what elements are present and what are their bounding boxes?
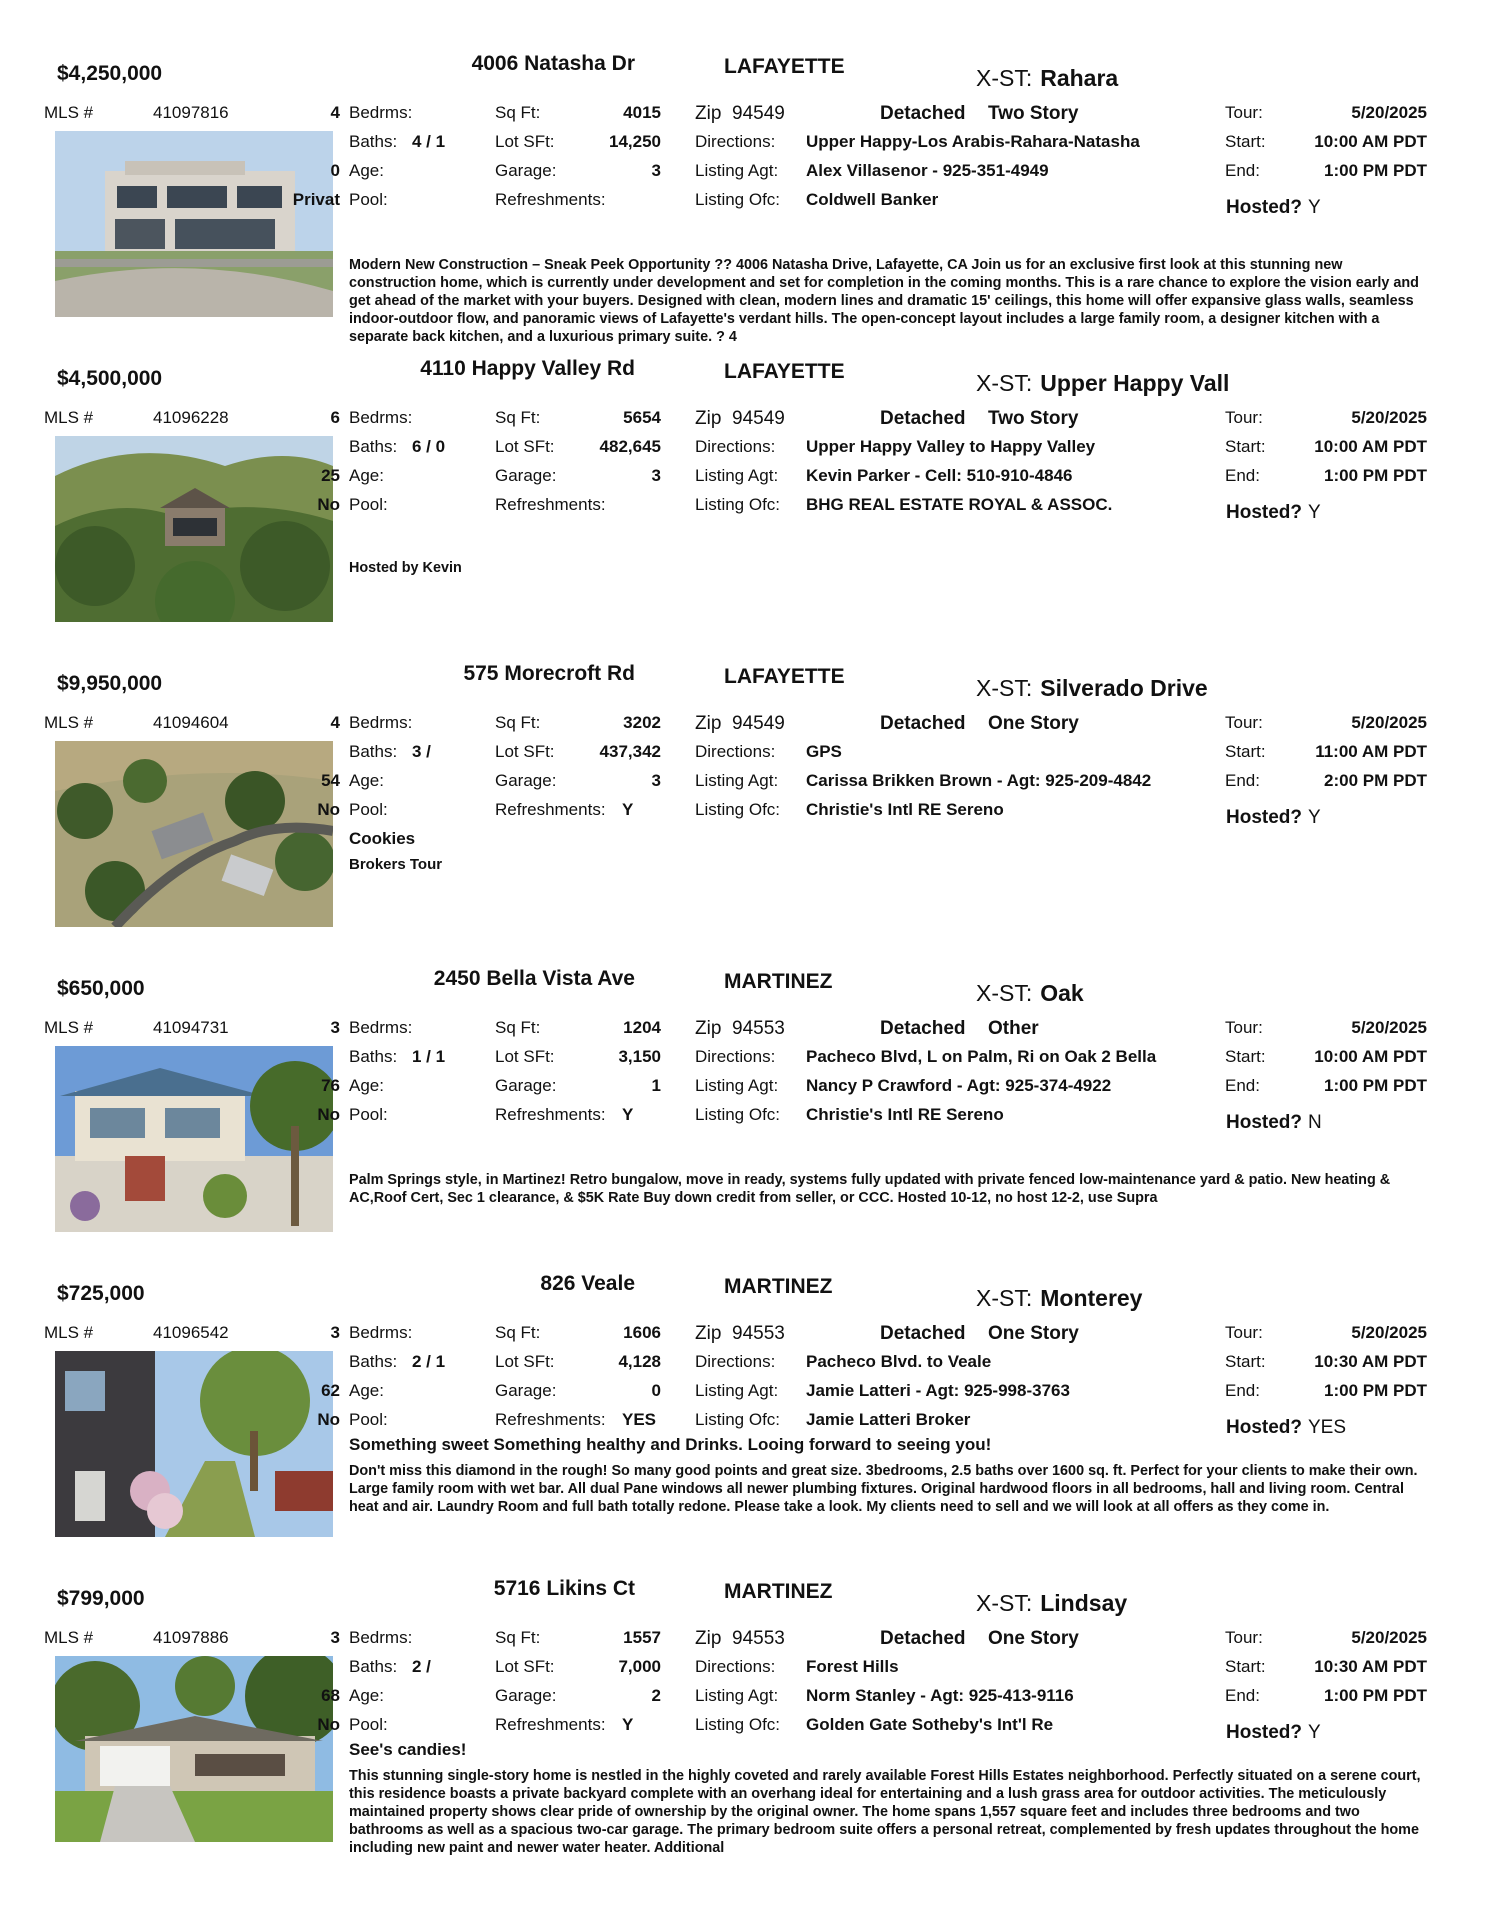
- listing-agent-value: Kevin Parker - Cell: 510-910-4846: [806, 466, 1073, 485]
- listing-agent-label: Listing Agt:: [695, 161, 779, 180]
- listing-agent-value: Norm Stanley - Agt: 925-413-9116: [806, 1686, 1074, 1705]
- bedrooms-label: Bedrms:: [349, 103, 413, 122]
- lot-sqft-label: Lot SFt:: [495, 437, 555, 456]
- hosted-label: Hosted?: [1226, 807, 1302, 828]
- hosted-value: N: [1308, 1112, 1322, 1133]
- pool-value: Privat: [292, 190, 340, 209]
- sqft-label: Sq Ft:: [495, 103, 541, 122]
- refreshments-value: Y: [622, 800, 634, 819]
- end-label: End:: [1225, 161, 1260, 180]
- mls-label: MLS #: [44, 1018, 94, 1037]
- start-time: 10:00 AM PDT: [1314, 1047, 1427, 1066]
- listing-price: $799,000: [57, 1587, 145, 1610]
- lot-sqft-label: Lot SFt:: [495, 742, 555, 761]
- garage-label: Garage:: [495, 161, 557, 180]
- refreshments-label: Refreshments:: [495, 1410, 606, 1429]
- listing-card: [0, 1272, 1487, 1577]
- cross-street: [976, 65, 1118, 92]
- bedrooms-label: Bedrms:: [349, 1018, 413, 1037]
- listing-price: $9,950,000: [57, 672, 163, 695]
- refreshment-note: Something sweet Something healthy and Drinks. Looing forward to seeing you!: [349, 1435, 992, 1454]
- bedrooms-value: 3: [330, 1628, 340, 1647]
- cross-street-label: X-ST:: [976, 370, 1033, 396]
- zip-value: 94553: [732, 1018, 785, 1039]
- baths-value: 6 / 0: [412, 437, 446, 456]
- garage-value: 1: [651, 1076, 661, 1095]
- baths-value: 2 / 1: [412, 1352, 446, 1371]
- listing-price: $725,000: [57, 1282, 145, 1305]
- sqft-label: Sq Ft:: [495, 408, 541, 427]
- end-label: End:: [1225, 771, 1260, 790]
- cross-street-value: Silverado Drive: [1040, 675, 1208, 701]
- start-label: Start:: [1225, 742, 1266, 761]
- listing-address: 826 Veale: [540, 1272, 635, 1295]
- mls-number: 41096228: [153, 408, 229, 427]
- refreshments-label: Refreshments:: [495, 1105, 606, 1124]
- property-type: Detached: [880, 713, 966, 734]
- listing-agent-label: Listing Agt:: [695, 1076, 779, 1095]
- pool-value: No: [317, 800, 340, 819]
- property-style: One Story: [988, 713, 1079, 734]
- end-time: 1:00 PM PDT: [1324, 1686, 1427, 1705]
- end-time: 1:00 PM PDT: [1324, 161, 1427, 180]
- lot-sqft-value: 3,150: [618, 1047, 661, 1066]
- tour-label: Tour:: [1225, 1323, 1263, 1342]
- end-label: End:: [1225, 1076, 1260, 1095]
- bungalow-photo[interactable]: [55, 1046, 333, 1232]
- age-label: Age:: [349, 466, 384, 485]
- bedrooms-value: 3: [330, 1018, 340, 1037]
- start-label: Start:: [1225, 1047, 1266, 1066]
- listing-office-label: Listing Ofc:: [695, 1105, 781, 1124]
- refreshment-note: See's candies!: [349, 1740, 467, 1759]
- zip-label: Zip: [695, 1628, 722, 1649]
- sqft-label: Sq Ft:: [495, 1018, 541, 1037]
- bedrooms-value: 6: [330, 408, 340, 427]
- baths-value: 1 / 1: [412, 1047, 446, 1066]
- cross-street-label: X-ST:: [976, 980, 1033, 1006]
- directions-value: GPS: [806, 742, 842, 761]
- mls-number: 41097816: [153, 103, 229, 122]
- age-label: Age:: [349, 1381, 384, 1400]
- mls-label: MLS #: [44, 408, 94, 427]
- refreshments-value: Y: [622, 1715, 634, 1734]
- listing-agent-label: Listing Agt:: [695, 1686, 779, 1705]
- hosted: [1226, 1722, 1321, 1744]
- end-label: End:: [1225, 1686, 1260, 1705]
- garage-label: Garage:: [495, 466, 557, 485]
- listing-agent-value: Jamie Latteri - Agt: 925-998-3763: [806, 1381, 1070, 1400]
- bedrooms-value: 4: [330, 103, 340, 122]
- age-label: Age:: [349, 1686, 384, 1705]
- cross-street-value: Rahara: [1040, 65, 1119, 91]
- listing-card: [0, 967, 1487, 1272]
- baths-value: 3 /: [412, 742, 431, 761]
- hosted-value: Y: [1308, 1722, 1321, 1743]
- sqft-label: Sq Ft:: [495, 1628, 541, 1647]
- lot-sqft-value: 4,128: [618, 1352, 661, 1371]
- directions-label: Directions:: [695, 742, 776, 761]
- cross-street: [976, 1590, 1127, 1617]
- lot-sqft-label: Lot SFt:: [495, 132, 555, 151]
- directions-value: Upper Happy Valley to Happy Valley: [806, 437, 1096, 456]
- directions-value: Pacheco Blvd. to Veale: [806, 1352, 992, 1371]
- age-label: Age:: [349, 161, 384, 180]
- tour-note: Brokers Tour: [349, 856, 443, 873]
- property-style: Two Story: [988, 408, 1079, 429]
- listing-agent-value: Alex Villasenor - 925-351-4949: [806, 161, 1049, 180]
- baths-label: Baths:: [349, 1352, 398, 1371]
- lot-sqft-value: 7,000: [618, 1657, 661, 1676]
- lot-sqft-value: 437,342: [599, 742, 661, 761]
- zip-label: Zip: [695, 1018, 722, 1039]
- bedrooms-label: Bedrms:: [349, 1323, 413, 1342]
- cross-street-value: Oak: [1040, 980, 1084, 1006]
- tour-date: 5/20/2025: [1351, 1018, 1427, 1037]
- listing-office-label: Listing Ofc:: [695, 190, 781, 209]
- listing-address: 4110 Happy Valley Rd: [420, 357, 635, 380]
- tour-label: Tour:: [1225, 713, 1263, 732]
- listing-card: [0, 357, 1487, 662]
- lot-sqft-value: 14,250: [609, 132, 661, 151]
- garage-value: 3: [651, 161, 661, 180]
- refreshments-label: Refreshments:: [495, 190, 606, 209]
- start-time: 10:00 AM PDT: [1314, 132, 1427, 151]
- listing-card: [0, 662, 1487, 967]
- baths-label: Baths:: [349, 132, 398, 151]
- end-time: 2:00 PM PDT: [1324, 771, 1427, 790]
- directions-value: Forest Hills: [806, 1657, 899, 1676]
- listing-address: 5716 Likins Ct: [493, 1577, 635, 1600]
- hosted: [1226, 1112, 1322, 1134]
- mls-number: 41096542: [153, 1323, 229, 1342]
- tour-date: 5/20/2025: [1351, 1323, 1427, 1342]
- baths-label: Baths:: [349, 1047, 398, 1066]
- start-time: 10:30 AM PDT: [1314, 1657, 1427, 1676]
- listing-price: $650,000: [57, 977, 145, 1000]
- end-label: End:: [1225, 466, 1260, 485]
- end-label: End:: [1225, 1381, 1260, 1400]
- tour-label: Tour:: [1225, 408, 1263, 427]
- pool-value: No: [317, 1410, 340, 1429]
- directions-label: Directions:: [695, 1352, 776, 1371]
- zip-label: Zip: [695, 103, 722, 124]
- hosted-label: Hosted?: [1226, 197, 1302, 218]
- listing-agent-label: Listing Agt:: [695, 466, 779, 485]
- directions-value: Pacheco Blvd, L on Palm, Ri on Oak 2 Bella: [806, 1047, 1157, 1066]
- cross-street-label: X-ST:: [976, 675, 1033, 701]
- zip-value: 94553: [732, 1323, 785, 1344]
- listing-office-label: Listing Ofc:: [695, 1715, 781, 1734]
- zip-value: 94553: [732, 1628, 785, 1649]
- age-value: 25: [321, 466, 340, 485]
- baths-value: 2 /: [412, 1657, 431, 1676]
- cross-street-label: X-ST:: [976, 1590, 1033, 1616]
- lot-sqft-value: 482,645: [599, 437, 661, 456]
- sqft-value: 1606: [623, 1323, 661, 1342]
- start-label: Start:: [1225, 1352, 1266, 1371]
- pool-value: No: [317, 1105, 340, 1124]
- listing-address: 2450 Bella Vista Ave: [433, 967, 635, 990]
- cross-street-value: Upper Happy Vall: [1040, 370, 1230, 396]
- refreshments-label: Refreshments:: [495, 1715, 606, 1734]
- lot-sqft-label: Lot SFt:: [495, 1352, 555, 1371]
- tour-label: Tour:: [1225, 103, 1263, 122]
- garage-label: Garage:: [495, 1686, 557, 1705]
- mls-number: 41094731: [153, 1018, 229, 1037]
- directions-label: Directions:: [695, 1657, 776, 1676]
- age-value: 68: [321, 1686, 340, 1705]
- refreshments-value: Y: [622, 1105, 634, 1124]
- cross-street: [976, 675, 1208, 702]
- listing-address: 4006 Natasha Dr: [471, 52, 635, 75]
- property-type: Detached: [880, 1323, 966, 1344]
- tour-date: 5/20/2025: [1351, 103, 1427, 122]
- pool-label: Pool:: [349, 1410, 388, 1429]
- property-type: Detached: [880, 1628, 966, 1649]
- listing-city: MARTINEZ: [724, 1275, 833, 1298]
- listing-agent-label: Listing Agt:: [695, 1381, 779, 1400]
- baths-value: 4 / 1: [412, 132, 446, 151]
- listing-description: Hosted by Kevin: [349, 560, 462, 576]
- age-value: 54: [321, 771, 340, 790]
- listing-office-label: Listing Ofc:: [695, 495, 781, 514]
- zip-label: Zip: [695, 1323, 722, 1344]
- cross-street-label: X-ST:: [976, 65, 1033, 91]
- listing-city: MARTINEZ: [724, 1580, 833, 1603]
- pool-value: No: [317, 1715, 340, 1734]
- listing-city: LAFAYETTE: [724, 360, 845, 383]
- listing-office-value: Jamie Latteri Broker: [806, 1410, 971, 1429]
- listing-description: Palm Springs style, in Martinez! Retro bungalow, move in ready, systems fully updated with private fenced low-maintenance yard & patio. New heating & AC,Roof Cert, Sec 1 clearance, & $5K Rate Buy down credit from seller, or CCC. Hosted 10-12, no host 12-2, use Supra: [349, 1172, 1391, 1206]
- zip-label: Zip: [695, 408, 722, 429]
- pool-label: Pool:: [349, 190, 388, 209]
- sqft-value: 5654: [623, 408, 661, 427]
- age-label: Age:: [349, 1076, 384, 1095]
- hosted: [1226, 1417, 1346, 1439]
- zip-label: Zip: [695, 713, 722, 734]
- property-style: Other: [988, 1018, 1039, 1039]
- listing-description: This stunning single-story home is nestled in the highly coveted and rarely available Forest Hills Estates neighborhood. Perfectly situated on a serene court, this residence boasts a private backyard complete with an overhang ideal for entertaining and a lush grass area for outdoor activities. The meticulously maintained property shows clear pride of ownership by the original owner. The home spans 1,557 square feet and includes three bedrooms and two bathrooms as well as a spacious two-car garage. The primary bedroom suite offers a personal retreat, complemented by fresh updates throughout the home including new paint and newer water heater. Additional: [349, 1768, 1421, 1856]
- age-value: 62: [321, 1381, 340, 1400]
- directions-value: Upper Happy-Los Arabis-Rahara-Natasha: [806, 132, 1140, 151]
- baths-label: Baths:: [349, 742, 398, 761]
- listing-agent-value: Nancy P Crawford - Agt: 925-374-4922: [806, 1076, 1112, 1095]
- end-time: 1:00 PM PDT: [1324, 466, 1427, 485]
- property-style: Two Story: [988, 103, 1079, 124]
- listing-office-value: Christie's Intl RE Sereno: [806, 1105, 1004, 1124]
- start-time: 10:30 AM PDT: [1314, 1352, 1427, 1371]
- start-time: 10:00 AM PDT: [1314, 437, 1427, 456]
- sqft-value: 1557: [623, 1628, 661, 1647]
- listing-office-value: BHG REAL ESTATE ROYAL & ASSOC.: [806, 495, 1113, 514]
- garage-label: Garage:: [495, 1381, 557, 1400]
- side-yard-photo[interactable]: [55, 1351, 333, 1537]
- age-value: 0: [330, 161, 340, 180]
- directions-label: Directions:: [695, 1047, 776, 1066]
- mls-label: MLS #: [44, 103, 94, 122]
- pool-value: No: [317, 495, 340, 514]
- age-label: Age:: [349, 771, 384, 790]
- hosted-label: Hosted?: [1226, 502, 1302, 523]
- hillside-home-photo[interactable]: [55, 436, 333, 622]
- sqft-label: Sq Ft:: [495, 713, 541, 732]
- zip-value: 94549: [732, 713, 785, 734]
- tour-date: 5/20/2025: [1351, 713, 1427, 732]
- baths-label: Baths:: [349, 1657, 398, 1676]
- listing-card: [0, 52, 1487, 357]
- aerial-estate-photo[interactable]: [55, 741, 333, 927]
- garage-value: 3: [651, 771, 661, 790]
- refreshments-label: Refreshments:: [495, 495, 606, 514]
- mls-number: 41094604: [153, 713, 229, 732]
- garage-value: 2: [651, 1686, 661, 1705]
- pool-label: Pool:: [349, 1105, 388, 1124]
- bedrooms-label: Bedrms:: [349, 408, 413, 427]
- bedrooms-label: Bedrms:: [349, 1628, 413, 1647]
- refreshment-note: Cookies: [349, 829, 416, 848]
- ranch-home-photo[interactable]: [55, 1656, 333, 1842]
- hosted-label: Hosted?: [1226, 1417, 1302, 1438]
- directions-label: Directions:: [695, 132, 776, 151]
- listing-office-label: Listing Ofc:: [695, 1410, 781, 1429]
- sqft-value: 1204: [623, 1018, 661, 1037]
- garage-label: Garage:: [495, 1076, 557, 1095]
- start-label: Start:: [1225, 1657, 1266, 1676]
- bedrooms-label: Bedrms:: [349, 713, 413, 732]
- garage-value: 0: [651, 1381, 661, 1400]
- start-label: Start:: [1225, 437, 1266, 456]
- listing-price: $4,500,000: [57, 367, 163, 390]
- modern-house-photo[interactable]: [55, 131, 333, 317]
- property-style: One Story: [988, 1628, 1079, 1649]
- property-type: Detached: [880, 103, 966, 124]
- mls-label: MLS #: [44, 1323, 94, 1342]
- mls-label: MLS #: [44, 1628, 94, 1647]
- listing-card: [0, 1577, 1487, 1882]
- bedrooms-value: 4: [330, 713, 340, 732]
- hosted-value: YES: [1308, 1417, 1347, 1438]
- sqft-value: 3202: [623, 713, 661, 732]
- mls-number: 41097886: [153, 1628, 229, 1647]
- listing-office-value: Christie's Intl RE Sereno: [806, 800, 1004, 819]
- lot-sqft-label: Lot SFt:: [495, 1047, 555, 1066]
- listing-city: MARTINEZ: [724, 970, 833, 993]
- hosted-value: Y: [1308, 197, 1321, 218]
- listing-office-value: Golden Gate Sotheby's Int'l Re: [806, 1715, 1054, 1734]
- listing-office-label: Listing Ofc:: [695, 800, 781, 819]
- refreshments-value: YES: [622, 1410, 657, 1429]
- zip-value: 94549: [732, 103, 785, 124]
- start-time: 11:00 AM PDT: [1315, 742, 1427, 761]
- pool-label: Pool:: [349, 495, 388, 514]
- pool-label: Pool:: [349, 800, 388, 819]
- listing-description: Don't miss this diamond in the rough! So many good points and great size. 3bedrooms, 2.5 baths over 1600 sq. ft. Perfect for your clients to make their own. Large family room with wet bar. All dual Pane windows all newer plumbing fixtures. Original hardwood floors in all bedrooms, hall and living room. Central heat and air. Laundry Room and full bath totally redone. Please take a look. My clients need to sell and we will look at all offers as they come in.: [349, 1463, 1418, 1515]
- listing-city: LAFAYETTE: [724, 665, 845, 688]
- cross-street-value: Lindsay: [1040, 1590, 1128, 1616]
- end-time: 1:00 PM PDT: [1324, 1076, 1427, 1095]
- garage-label: Garage:: [495, 771, 557, 790]
- hosted-label: Hosted?: [1226, 1722, 1302, 1743]
- baths-label: Baths:: [349, 437, 398, 456]
- cross-street-value: Monterey: [1040, 1285, 1143, 1311]
- listing-office-value: Coldwell Banker: [806, 190, 939, 209]
- listing-price: $4,250,000: [57, 62, 163, 85]
- tour-date: 5/20/2025: [1351, 1628, 1427, 1647]
- age-value: 76: [321, 1076, 340, 1095]
- lot-sqft-label: Lot SFt:: [495, 1657, 555, 1676]
- cross-street: [976, 370, 1229, 397]
- hosted: [1226, 197, 1321, 219]
- tour-label: Tour:: [1225, 1628, 1263, 1647]
- garage-value: 3: [651, 466, 661, 485]
- cross-street-label: X-ST:: [976, 1285, 1033, 1311]
- refreshments-label: Refreshments:: [495, 800, 606, 819]
- property-style: One Story: [988, 1323, 1079, 1344]
- listing-city: LAFAYETTE: [724, 55, 845, 78]
- sqft-label: Sq Ft:: [495, 1323, 541, 1342]
- property-type: Detached: [880, 1018, 966, 1039]
- property-type: Detached: [880, 408, 966, 429]
- start-label: Start:: [1225, 132, 1266, 151]
- hosted-label: Hosted?: [1226, 1112, 1302, 1133]
- hosted-value: Y: [1308, 502, 1321, 523]
- bedrooms-value: 3: [330, 1323, 340, 1342]
- zip-value: 94549: [732, 408, 785, 429]
- listing-address: 575 Morecroft Rd: [463, 662, 635, 685]
- end-time: 1:00 PM PDT: [1324, 1381, 1427, 1400]
- listing-description: Modern New Construction – Sneak Peek Opportunity ?? 4006 Natasha Drive, Lafayette, CA Join us for an exclusive first look at this stunning new construction home, which is currently under development and set for completion in the coming months. This is a rare chance to explore the vision early and get ahead of the market with your buyers. Designed with clean, modern lines and dramatic 15' ceilings, this home will offer expansive glass walls, seamless indoor-outdoor flow, and panoramic views of Lafayette's verdant hills. The open-concept layout includes a large family room, a designer kitchen with a separate back kitchen, and a luxurious primary suite. ? 4: [349, 257, 1419, 345]
- listing-agent-label: Listing Agt:: [695, 771, 779, 790]
- hosted-value: Y: [1308, 807, 1321, 828]
- cross-street: [976, 980, 1084, 1007]
- mls-label: MLS #: [44, 713, 94, 732]
- tour-date: 5/20/2025: [1351, 408, 1427, 427]
- hosted: [1226, 807, 1321, 829]
- hosted: [1226, 502, 1321, 524]
- sqft-value: 4015: [623, 103, 661, 122]
- pool-label: Pool:: [349, 1715, 388, 1734]
- listing-agent-value: Carissa Brikken Brown - Agt: 925-209-4842: [806, 771, 1152, 790]
- tour-label: Tour:: [1225, 1018, 1263, 1037]
- directions-label: Directions:: [695, 437, 776, 456]
- cross-street: [976, 1285, 1142, 1312]
